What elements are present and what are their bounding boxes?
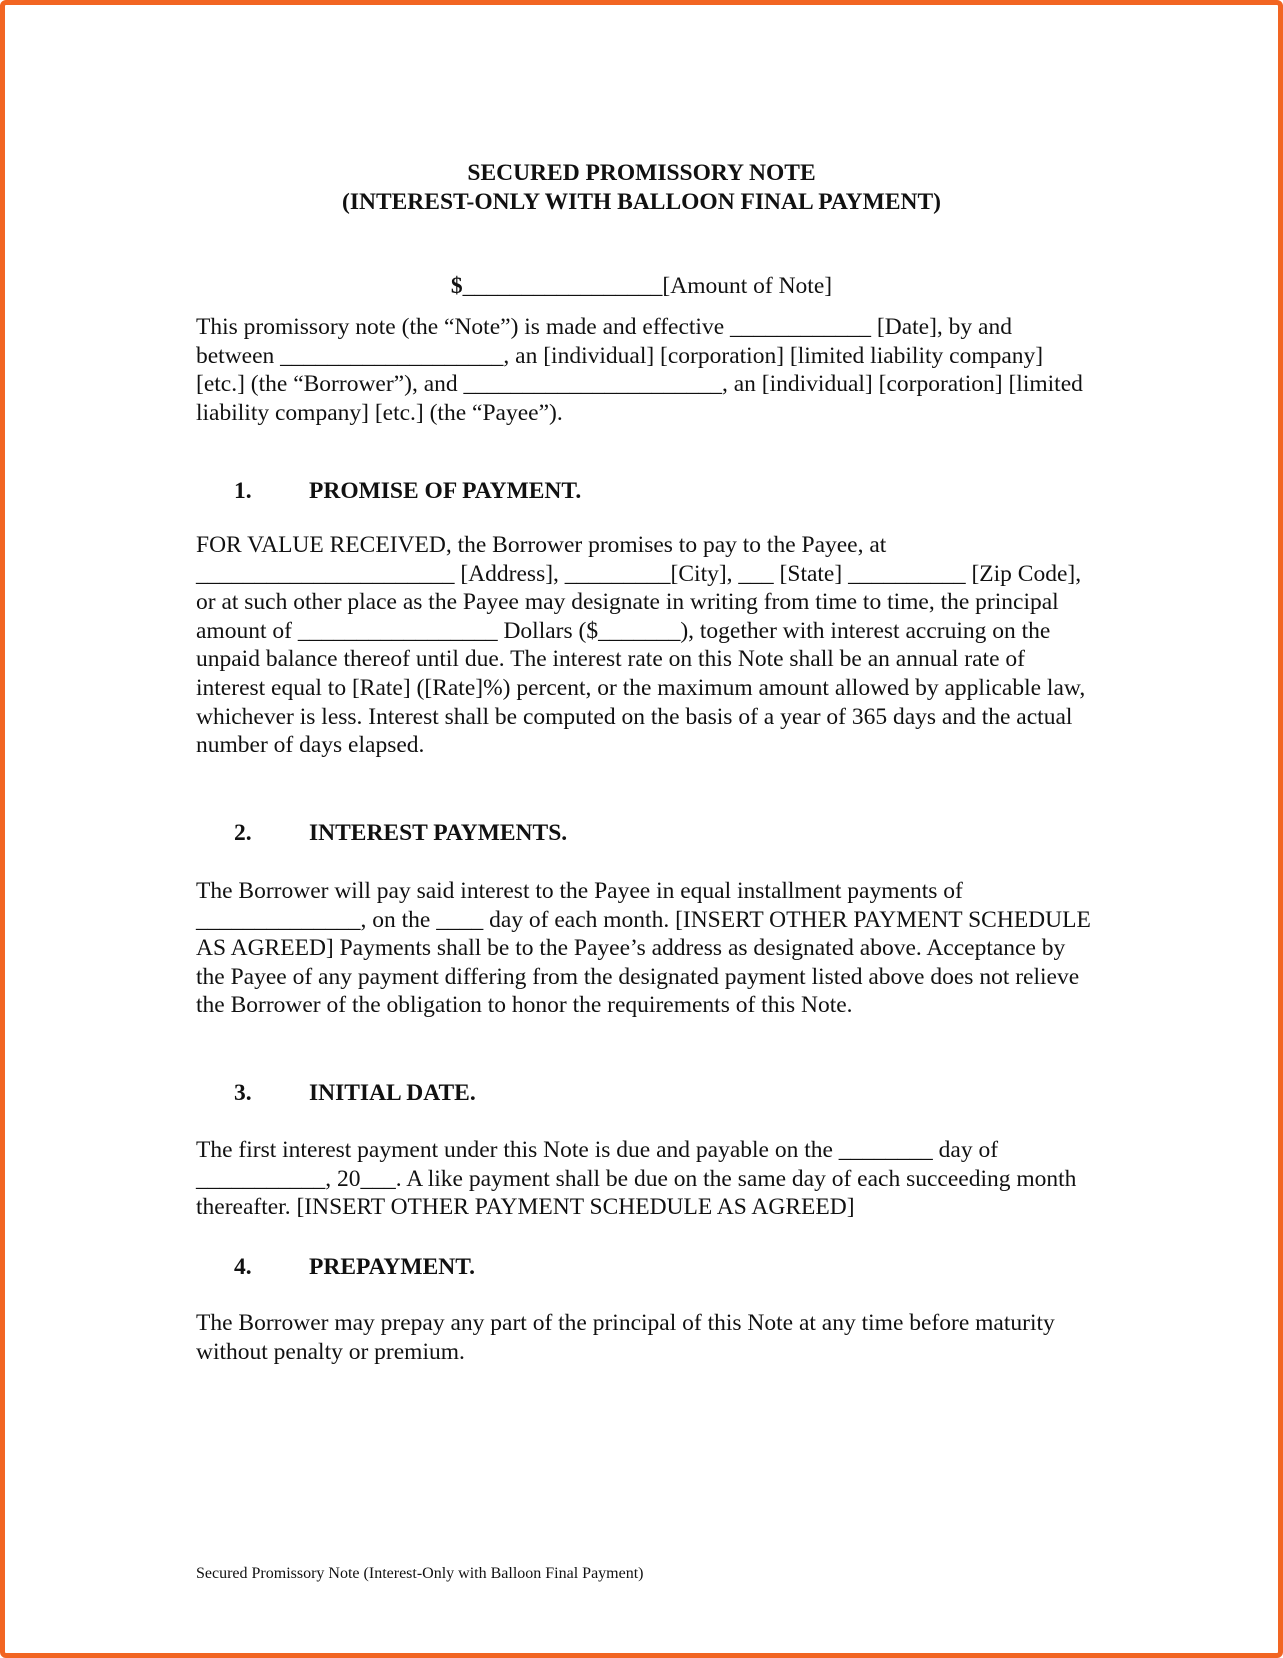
- document-title: [5, 159, 1278, 217]
- section-number: 3.: [234, 1080, 252, 1106]
- amount-line: [5, 273, 1278, 300]
- section-title: PREPAYMENT.: [309, 1254, 476, 1280]
- section-title: INITIAL DATE.: [309, 1080, 476, 1106]
- section-3-heading: [234, 1080, 476, 1107]
- section-4-body: The Borrower may prepay any part of the principal of this Note at any time before maturity without penalty or premium.: [196, 1310, 1055, 1365]
- title-line-2: (INTEREST-ONLY WITH BALLOON FINAL PAYMENT): [342, 189, 941, 215]
- section-3-body: The first interest payment under this Note is due and payable on the ________ day of ___________, 20___. A like payment shall be due on the same day of each succeeding month thereafter. [INSERT OTHER PAYMENT SCHEDULE AS AGREED]: [196, 1137, 1077, 1221]
- section-number: 4.: [234, 1254, 252, 1280]
- section-title: PROMISE OF PAYMENT.: [309, 478, 582, 504]
- section-2-heading: [234, 820, 567, 847]
- page-footer: Secured Promissory Note (Interest-Only with Balloon Final Payment): [196, 1565, 644, 1582]
- section-1-heading: [234, 478, 581, 505]
- title-line-1: SECURED PROMISSORY NOTE: [467, 160, 816, 186]
- dollar-sign: $: [450, 273, 463, 299]
- section-number: 1.: [234, 478, 252, 504]
- section-number: 2.: [234, 820, 252, 846]
- section-title: INTEREST PAYMENTS.: [309, 820, 568, 846]
- section-2-body: The Borrower will pay said interest to the Payee in equal installment payments of ______________, on the ____ day of each month. [INSERT OTHER PAYMENT SCHEDULE AS AGREED] Payments shall be to the Payee’s address as designated above. Acceptance by the Payee of any payment differing from the designated payment listed above does not relieve the Borrower of the obligation to honor the requirements of this Note.: [196, 878, 1091, 1019]
- intro-paragraph: This promissory note (the “Note”) is made and effective ____________ [Date], by and between ___________________, an [individual] [corporation] [limited liability company] [etc.] (the “Borrower”), and ______________________, an [individual] [corporation] [limited liability company] [etc.] (the “Payee”).: [196, 314, 1083, 426]
- amount-placeholder: _________________[Amount of Note]: [462, 273, 833, 299]
- section-1-body: FOR VALUE RECEIVED, the Borrower promises to pay to the Payee, at ______________________ [Address], _________[City], ___ [State] __________ [Zip Code], or at such other place as the Payee may designate in writing from time to time, the principal amount of _________________ Dollars ($_______), together with interest accruing on the unpaid balance thereof until due. The interest rate on this Note shall be an annual rate of interest equal to [Rate] ([Rate]%) percent, or the maximum amount allowed by applicable law, whichever is less. Interest shall be computed on the basis of a year of 365 days and the actual number of days elapsed.: [196, 532, 1086, 759]
- section-4-heading: [234, 1254, 475, 1281]
